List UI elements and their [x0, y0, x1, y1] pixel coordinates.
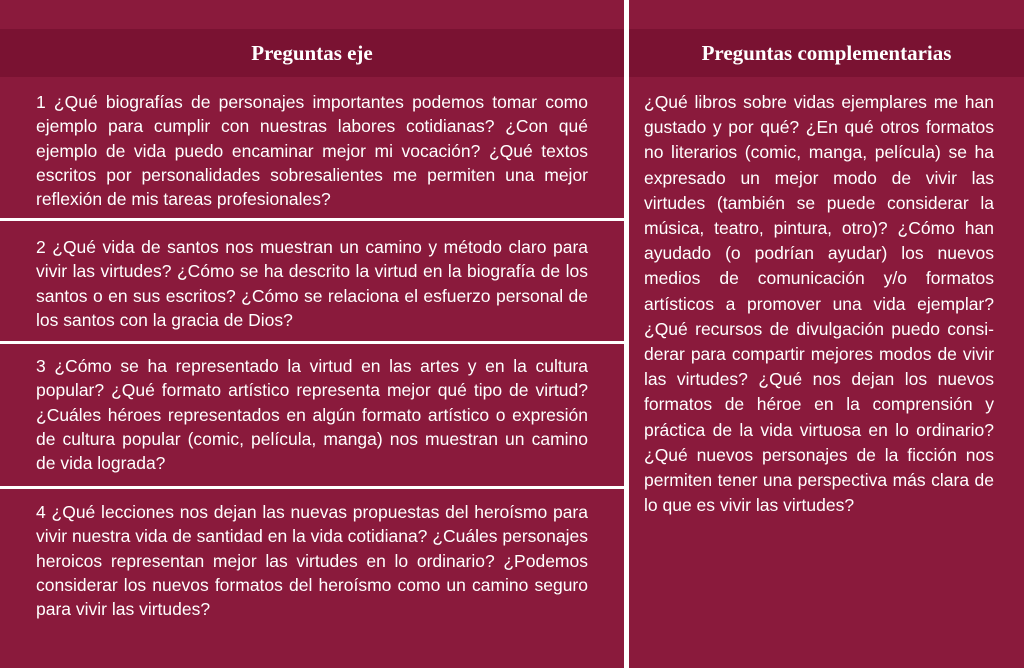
preguntas-eje-header: Preguntas eje: [0, 29, 624, 77]
preguntas-complementarias-header: Preguntas complementarias: [629, 29, 1024, 77]
row-divider: [0, 341, 624, 344]
question-row-2: 2 ¿Qué vida de santos nos muestran un camino y método claro para vivir las virtudes? ¿Cómo se ha descrito la virtud en la biografía de los santos o en sus escritos? ¿Cómo se relaciona el esfuerzo personal de los santos con la gracia de Dios?: [36, 237, 588, 330]
row-divider: [0, 218, 624, 221]
question-row-1: 1 ¿Qué biografías de personajes importantes podemos tomar como ejemplo para cumplir con nuestras labores cotidianas? ¿Con qué ejemplo de vida puedo encaminar mejor mi vocación? ¿Qué textos escritos por personalidades sobresalientes me permiten una mejor reflexión de mis tareas profesionales?: [36, 92, 588, 210]
question-row-3: 3 ¿Cómo se ha representado la virtud en las artes y en la cultura popular? ¿Qué formato artístico representa mejor qué tipo de virtud? ¿Cuáles héroes representados en algún formato artístico o expresión de cultura popular (comic, película, manga) nos muestran un camino de vida lograda?: [36, 356, 588, 474]
row-divider: [0, 486, 624, 489]
complementary-questions-text: ¿Qué libros sobre vidas ejemplares me han gustado y por qué? ¿En qué otros formatos no literarios (comic, manga, película) se ha expresado un mejor modo de vivir las virtudes (también se puede considerar la música, teatro, pintura, otro)? ¿Cómo han ayudado (o podrían ayudar) los nuevos medios de comunicación y/o formatos artísticos a promover una vida ejemplar? ¿Qué recursos de divulgación puedo considerar para compartir mejores modos de vivir las virtudes? ¿Qué nos dejan los nuevos formatos de héroe en la comprensión y práctica de la vida virtuosa en lo ordinario? ¿Qué nuevos personajes de la ficción nos permiten tener una perspectiva más clara de lo que es vivir las virtudes?: [644, 92, 994, 516]
preguntas-complementarias-column: [629, 0, 1024, 668]
question-row-4: 4 ¿Qué lecciones nos dejan las nuevas propuestas del heroísmo para vivir nuestra vida de santidad en la vida cotidiana? ¿Cuáles personajes heroicos representan mejor las virtudes en lo ordinario? ¿Podemos considerar los nuevos formatos del heroísmo como un camino seguro para vivir las virtudes?: [36, 502, 588, 620]
